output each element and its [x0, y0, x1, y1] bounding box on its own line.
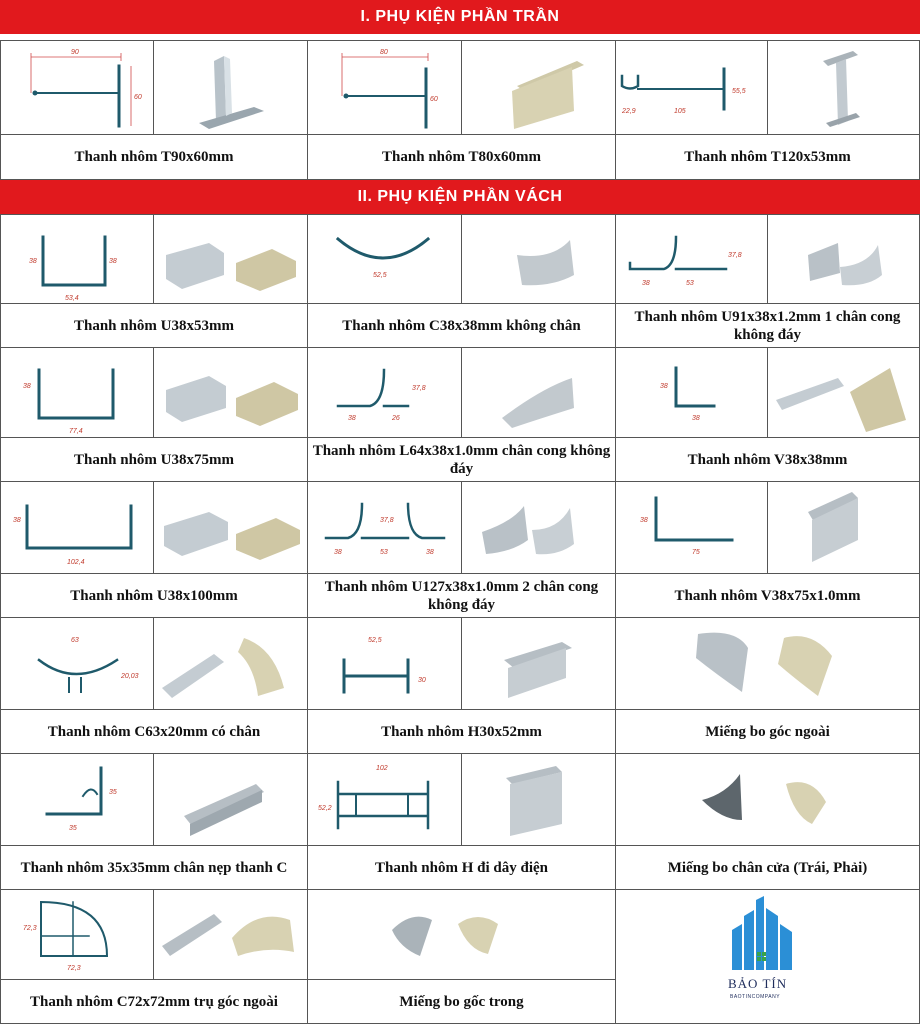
u91-caption-cell: [616, 304, 920, 348]
u100-profile-drawing: [1, 482, 154, 574]
logo-name: BẢO TÍN: [728, 976, 788, 991]
u53-height2-label: 38: [109, 258, 117, 265]
v75-profile-drawing: [616, 482, 768, 574]
n35-photo: [154, 754, 308, 846]
section-ceiling-title: I. PHỤ KIỆN PHẦN TRẦN: [360, 8, 560, 25]
v38-height-label: 38: [660, 383, 668, 390]
v38-width-label: 38: [692, 415, 700, 422]
c72-photo: [154, 890, 308, 980]
h-dien-caption: Thanh nhôm H đi dây điện: [375, 859, 548, 876]
u53-photo: [154, 214, 308, 304]
u75-height-label: 38: [23, 383, 31, 390]
u100-width-label: 102,4: [67, 559, 85, 566]
u100-caption-cell: [0, 574, 308, 618]
t120-left-label: 22,9: [622, 108, 636, 115]
t80-caption-cell: [308, 135, 616, 180]
section-wall-title: II. PHỤ KIỆN PHẦN VÁCH: [357, 188, 563, 205]
c38-photo: [462, 214, 616, 304]
bo-chan-cua-caption-cell: [616, 846, 920, 890]
c72-caption: Thanh nhôm C72x72mm trụ góc ngoài: [30, 993, 278, 1010]
u91-caption: Thanh nhôm U91x38x1.2mm 1 chân cong không đáy: [634, 308, 901, 343]
t90-width-label: 90: [71, 49, 79, 56]
t80-product-image: [462, 41, 616, 135]
c38-product-image: [462, 215, 616, 304]
h-dien-height-label: 52,2: [318, 805, 332, 812]
u127-b-label: 53: [380, 549, 388, 556]
n35-profile-drawing: [1, 754, 154, 846]
l64-h-label: 37,8: [412, 385, 426, 392]
c38-caption-cell: [308, 304, 616, 348]
t80-width-label: 80: [380, 49, 388, 56]
v75-caption-cell: [616, 574, 920, 618]
u75-caption-cell: [0, 438, 308, 482]
u127-caption: Thanh nhôm U127x38x1.0mm 2 chân cong không đáy: [324, 578, 599, 613]
v75-caption: Thanh nhôm V38x75x1.0mm: [674, 587, 861, 604]
n35-drawing: [0, 754, 154, 846]
bo-chan-cua-caption: Miếng bo chân cửa (Trái, Phải): [667, 859, 868, 876]
bao-tin-logo: [616, 890, 920, 1024]
u100-photo: [154, 482, 308, 574]
t120-caption: Thanh nhôm T120x53mm: [684, 149, 851, 165]
n35-width-label: 35: [69, 825, 77, 832]
u100-caption: Thanh nhôm U38x100mm: [70, 587, 238, 604]
bo-goc-trong-product-image: [308, 890, 616, 980]
v75-drawing: [616, 482, 768, 574]
c63-caption: Thanh nhôm C63x20mm có chân: [47, 723, 261, 740]
h30-caption-cell: [308, 710, 616, 754]
l64-caption-cell: [308, 438, 616, 482]
c72-product-image: [154, 890, 308, 980]
t90-drawing: [0, 40, 154, 135]
v75-product-image: [768, 482, 920, 574]
v38-product-image: [768, 348, 920, 438]
u127-product-image: [462, 482, 616, 574]
c63-profile-drawing: [1, 618, 154, 710]
u53-profile-drawing: [1, 215, 154, 304]
bo-goc-ngoai-photo: [616, 618, 920, 710]
c63-height-label: 20,03: [121, 673, 139, 680]
u127-drawing: [308, 482, 462, 574]
u53-height-label: 38: [29, 258, 37, 265]
h30-profile-drawing: [308, 618, 462, 710]
u100-product-image: [154, 482, 308, 574]
u53-caption-cell: [0, 304, 308, 348]
c38-caption: Thanh nhôm C38x38mm không chân: [342, 317, 581, 334]
t90-height-label: 60: [134, 94, 142, 101]
c38-profile-drawing: [308, 215, 462, 304]
u75-photo: [154, 348, 308, 438]
u127-caption-cell: [308, 574, 616, 618]
u127-h-label: 37,8: [380, 517, 394, 524]
u53-product-image: [154, 215, 308, 304]
n35-caption-cell: [0, 846, 308, 890]
t90-profile-drawing: [1, 41, 154, 135]
u91-drawing: [616, 214, 768, 304]
l64-product-image: [462, 348, 616, 438]
u127-a-label: 38: [334, 549, 342, 556]
l64-drawing: [308, 348, 462, 438]
n35-caption: Thanh nhôm 35x35mm chân nẹp thanh C: [20, 859, 288, 876]
c63-caption-cell: [0, 710, 308, 754]
section-wall-header: [0, 180, 920, 214]
t80-caption: Thanh nhôm T80x60mm: [382, 149, 541, 165]
u91-product-image: [768, 215, 920, 304]
l64-profile-drawing: [308, 348, 462, 438]
v75-height-label: 38: [640, 517, 648, 524]
u91-photo: [768, 214, 920, 304]
t80-height-label: 60: [430, 96, 438, 103]
c63-drawing: [0, 618, 154, 710]
c72-caption-cell: [0, 980, 308, 1024]
u53-width-label: 53,4: [65, 295, 79, 302]
u91-h-label: 37,8: [728, 252, 742, 259]
bo-chan-cua-photo: [616, 754, 920, 846]
l64-caption: Thanh nhôm L64x38x1.0mm chân cong không đáy: [312, 442, 611, 477]
t120-profile-drawing: [616, 41, 768, 135]
v38-caption-cell: [616, 438, 920, 482]
u127-photo: [462, 482, 616, 574]
c72-drawing: [0, 890, 154, 980]
h-dien-product-image: [462, 754, 616, 846]
h-dien-profile-drawing: [308, 754, 462, 846]
u91-a-label: 38: [642, 280, 650, 287]
bo-goc-ngoai-caption-cell: [616, 710, 920, 754]
n35-height-label: 35: [109, 789, 117, 796]
t120-height-label: 55,5: [732, 88, 746, 95]
u75-width-label: 77,4: [69, 428, 83, 435]
l64-b-label: 26: [392, 415, 400, 422]
h30-drawing: [308, 618, 462, 710]
u127-profile-drawing: [308, 482, 462, 574]
v38-caption: Thanh nhôm V38x38mm: [687, 451, 848, 468]
u91-b-label: 53: [686, 280, 694, 287]
logo-subtitle: BAOTINCOMPANY: [730, 994, 781, 1000]
h30-caption: Thanh nhôm H30x52mm: [381, 723, 542, 740]
u75-profile-drawing: [1, 348, 154, 438]
c72-profile-drawing: [1, 890, 154, 980]
v38-photo: [768, 348, 920, 438]
u100-height-label: 38: [13, 517, 21, 524]
v38-profile-drawing: [616, 348, 768, 438]
h30-height-label: 30: [418, 677, 426, 684]
t120-caption-cell: [616, 135, 920, 180]
v75-width-label: 75: [692, 549, 700, 556]
section-ceiling-header: [0, 0, 920, 34]
c72-height-label: 72,3: [23, 925, 37, 932]
bo-goc-trong-photo: [308, 890, 616, 980]
t120-drawing: [616, 40, 768, 135]
bo-goc-ngoai-caption: Miếng bo góc ngoài: [705, 723, 830, 740]
h-dien-drawing: [308, 754, 462, 846]
u100-drawing: [0, 482, 154, 574]
c72-width-label: 72,3: [67, 965, 81, 972]
h30-width-label: 52,5: [368, 637, 382, 644]
u75-product-image: [154, 348, 308, 438]
c63-photo: [154, 618, 308, 710]
bo-chan-cua-product-image: [616, 754, 920, 846]
h-dien-caption-cell: [308, 846, 616, 890]
t80-photo: [462, 40, 616, 135]
c38-width-label: 52,5: [373, 272, 387, 279]
h-dien-width-label: 102: [376, 765, 388, 772]
c63-product-image: [154, 618, 308, 710]
h30-product-image: [462, 618, 616, 710]
n35-product-image: [154, 754, 308, 846]
t120-product-image: [768, 41, 920, 135]
t90-product-image: [154, 41, 308, 135]
t90-caption-cell: [0, 135, 308, 180]
t120-photo: [768, 40, 920, 135]
u91-profile-drawing: [616, 215, 768, 304]
t120-span-label: 105: [674, 108, 686, 115]
t90-caption: Thanh nhôm T90x60mm: [74, 149, 234, 165]
u53-caption: Thanh nhôm U38x53mm: [73, 317, 235, 334]
h30-photo: [462, 618, 616, 710]
u127-c-label: 38: [426, 549, 434, 556]
t80-profile-drawing: [308, 41, 462, 135]
l64-photo: [462, 348, 616, 438]
t80-drawing: [308, 40, 462, 135]
c38-drawing: [308, 214, 462, 304]
l64-a-label: 38: [348, 415, 356, 422]
bo-goc-ngoai-product-image: [616, 618, 920, 710]
v38-drawing: [616, 348, 768, 438]
t90-photo: [154, 40, 308, 135]
c63-width-label: 63: [71, 637, 79, 644]
v75-photo: [768, 482, 920, 574]
bo-goc-trong-caption-cell: [308, 980, 616, 1024]
logo-cell: [616, 890, 920, 1024]
h-dien-photo: [462, 754, 616, 846]
u75-drawing: [0, 348, 154, 438]
bo-goc-trong-caption: Miếng bo gốc trong: [399, 993, 524, 1010]
u53-drawing: [0, 214, 154, 304]
u75-caption: Thanh nhôm U38x75mm: [73, 451, 235, 468]
